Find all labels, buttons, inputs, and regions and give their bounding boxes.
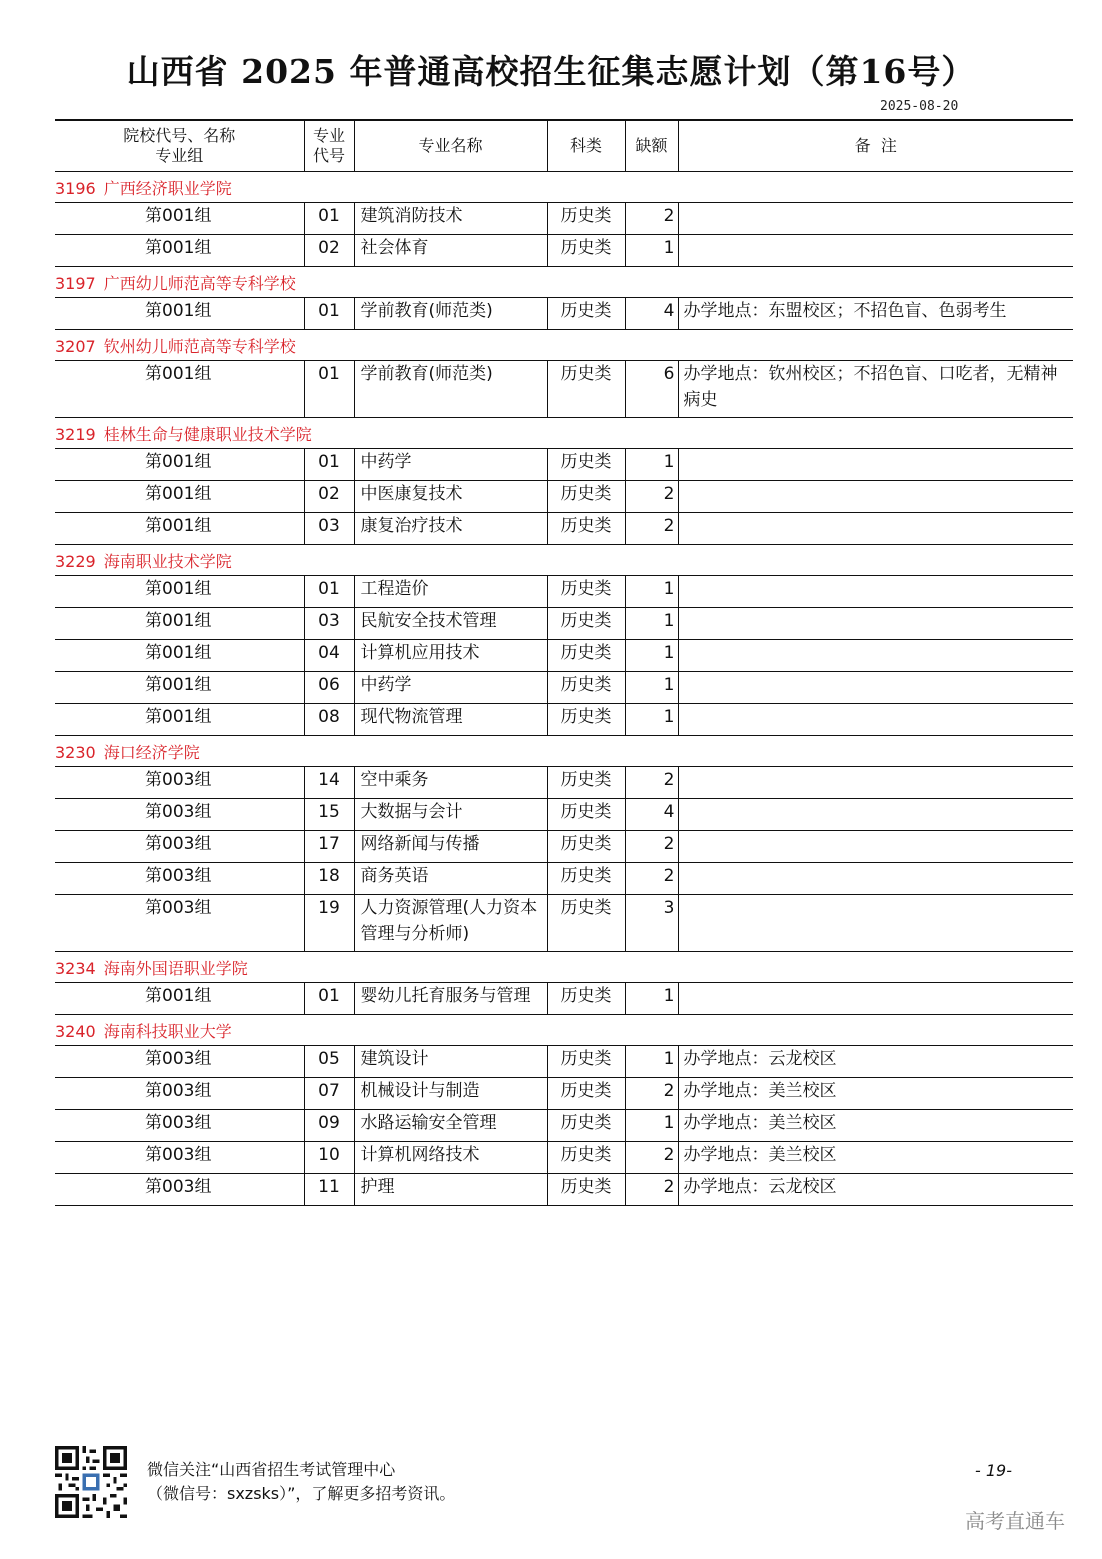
major-name-cell: 学前教育(师范类) bbox=[354, 298, 547, 330]
category-cell: 历史类 bbox=[547, 608, 625, 640]
category-cell: 历史类 bbox=[547, 203, 625, 235]
header-code-line1: 专业 bbox=[312, 126, 345, 145]
category-cell: 历史类 bbox=[547, 767, 625, 799]
watermark: 高考直通车 bbox=[965, 1509, 1065, 1533]
major-code-cell: 05 bbox=[304, 1046, 354, 1078]
major-code-cell: 09 bbox=[304, 1110, 354, 1142]
category-cell: 历史类 bbox=[547, 640, 625, 672]
header-code bbox=[304, 120, 354, 172]
major-name-cell: 中医康复技术 bbox=[354, 481, 547, 513]
school-row bbox=[55, 172, 1073, 203]
quota-cell: 2 bbox=[625, 831, 678, 863]
major-code-cell: 07 bbox=[304, 1078, 354, 1110]
table-row bbox=[55, 1046, 1073, 1078]
table-row bbox=[55, 481, 1073, 513]
note-cell bbox=[678, 895, 1073, 952]
group-cell: 第003组 bbox=[55, 863, 304, 895]
footer-line1: 微信关注“山西省招生考试管理中心 bbox=[147, 1460, 396, 1479]
header-school-line1: 院校代号、名称 bbox=[123, 126, 236, 145]
category-cell: 历史类 bbox=[547, 704, 625, 736]
quota-cell: 1 bbox=[625, 449, 678, 481]
major-name-cell: 计算机网络技术 bbox=[354, 1142, 547, 1174]
major-name-cell: 学前教育(师范类) bbox=[354, 361, 547, 418]
major-code-cell: 14 bbox=[304, 767, 354, 799]
footer-line2: （微信号：sxzsks）”，了解更多招考资讯。 bbox=[147, 1484, 456, 1503]
major-name-cell: 大数据与会计 bbox=[354, 799, 547, 831]
quota-cell: 1 bbox=[625, 1046, 678, 1078]
group-cell: 第001组 bbox=[55, 576, 304, 608]
group-cell: 第003组 bbox=[55, 895, 304, 952]
plan-body bbox=[55, 172, 1073, 1206]
table-row bbox=[55, 298, 1073, 330]
note-cell bbox=[678, 513, 1073, 545]
group-cell: 第003组 bbox=[55, 1046, 304, 1078]
major-name-cell: 中药学 bbox=[354, 672, 547, 704]
table-row bbox=[55, 672, 1073, 704]
plan-table bbox=[55, 119, 1073, 1206]
note-cell: 办学地点：美兰校区 bbox=[678, 1110, 1073, 1142]
quota-cell: 2 bbox=[625, 767, 678, 799]
major-code-cell: 01 bbox=[304, 449, 354, 481]
note-cell bbox=[678, 704, 1073, 736]
major-code-cell: 10 bbox=[304, 1142, 354, 1174]
major-name-cell: 工程造价 bbox=[354, 576, 547, 608]
major-code-cell: 02 bbox=[304, 235, 354, 267]
quota-cell: 4 bbox=[625, 298, 678, 330]
qr-code-icon bbox=[55, 1446, 127, 1518]
major-name-cell: 现代物流管理 bbox=[354, 704, 547, 736]
note-cell bbox=[678, 481, 1073, 513]
table-row bbox=[55, 895, 1073, 952]
category-cell: 历史类 bbox=[547, 1110, 625, 1142]
table-row bbox=[55, 576, 1073, 608]
major-name-cell: 建筑设计 bbox=[354, 1046, 547, 1078]
major-name-cell: 空中乘务 bbox=[354, 767, 547, 799]
group-cell: 第003组 bbox=[55, 1110, 304, 1142]
school-row bbox=[55, 545, 1073, 576]
major-code-cell: 08 bbox=[304, 704, 354, 736]
table-row bbox=[55, 513, 1073, 545]
school-code: 3207 bbox=[55, 336, 96, 356]
table-row bbox=[55, 449, 1073, 481]
quota-cell: 2 bbox=[625, 1142, 678, 1174]
table-row bbox=[55, 1110, 1073, 1142]
school-code: 3230 bbox=[55, 742, 96, 762]
table-row bbox=[55, 983, 1073, 1015]
note-cell bbox=[678, 799, 1073, 831]
category-cell: 历史类 bbox=[547, 983, 625, 1015]
group-cell: 第003组 bbox=[55, 1142, 304, 1174]
category-cell: 历史类 bbox=[547, 672, 625, 704]
header-school bbox=[55, 120, 304, 172]
group-cell: 第001组 bbox=[55, 235, 304, 267]
table-row bbox=[55, 704, 1073, 736]
major-code-cell: 19 bbox=[304, 895, 354, 952]
school-name: 广西经济职业学院 bbox=[103, 178, 232, 198]
header-quota: 缺额 bbox=[625, 120, 678, 172]
major-name-cell: 民航安全技术管理 bbox=[354, 608, 547, 640]
quota-cell: 1 bbox=[625, 235, 678, 267]
note-cell bbox=[678, 449, 1073, 481]
group-cell: 第001组 bbox=[55, 672, 304, 704]
quota-cell: 4 bbox=[625, 799, 678, 831]
table-row bbox=[55, 1142, 1073, 1174]
school-code: 3240 bbox=[55, 1021, 96, 1041]
major-code-cell: 01 bbox=[304, 576, 354, 608]
group-cell: 第001组 bbox=[55, 704, 304, 736]
table-row bbox=[55, 608, 1073, 640]
footer-note bbox=[147, 1458, 455, 1506]
note-cell bbox=[678, 672, 1073, 704]
school-header-cell bbox=[55, 330, 1073, 361]
school-row bbox=[55, 1015, 1073, 1046]
quota-cell: 3 bbox=[625, 895, 678, 952]
group-cell: 第001组 bbox=[55, 640, 304, 672]
major-name-cell: 网络新闻与传播 bbox=[354, 831, 547, 863]
school-header-cell bbox=[55, 172, 1073, 203]
major-code-cell: 06 bbox=[304, 672, 354, 704]
category-cell: 历史类 bbox=[547, 895, 625, 952]
table-row bbox=[55, 767, 1073, 799]
note-cell: 办学地点：云龙校区 bbox=[678, 1174, 1073, 1206]
school-row bbox=[55, 267, 1073, 298]
quota-cell: 2 bbox=[625, 481, 678, 513]
note-cell bbox=[678, 767, 1073, 799]
quota-cell: 2 bbox=[625, 1174, 678, 1206]
quota-cell: 1 bbox=[625, 608, 678, 640]
school-row bbox=[55, 330, 1073, 361]
group-cell: 第001组 bbox=[55, 608, 304, 640]
header-category: 科类 bbox=[547, 120, 625, 172]
note-cell bbox=[678, 983, 1073, 1015]
major-name-cell: 人力资源管理(人力资本管理与分析师) bbox=[354, 895, 547, 952]
category-cell: 历史类 bbox=[547, 449, 625, 481]
quota-cell: 1 bbox=[625, 983, 678, 1015]
school-name: 广西幼儿师范高等专科学校 bbox=[103, 273, 296, 293]
quota-cell: 6 bbox=[625, 361, 678, 418]
major-code-cell: 01 bbox=[304, 298, 354, 330]
group-cell: 第001组 bbox=[55, 449, 304, 481]
group-cell: 第001组 bbox=[55, 513, 304, 545]
school-code: 3229 bbox=[55, 551, 96, 571]
major-name-cell: 康复治疗技术 bbox=[354, 513, 547, 545]
school-header-cell bbox=[55, 952, 1073, 983]
school-name: 海口经济学院 bbox=[103, 742, 200, 762]
school-row bbox=[55, 952, 1073, 983]
table-row bbox=[55, 640, 1073, 672]
major-code-cell: 04 bbox=[304, 640, 354, 672]
note-cell bbox=[678, 203, 1073, 235]
quota-cell: 2 bbox=[625, 1078, 678, 1110]
note-cell: 办学地点：钦州校区；不招色盲、口吃者，无精神病史 bbox=[678, 361, 1073, 418]
note-cell: 办学地点：美兰校区 bbox=[678, 1078, 1073, 1110]
category-cell: 历史类 bbox=[547, 235, 625, 267]
note-cell: 办学地点：美兰校区 bbox=[678, 1142, 1073, 1174]
school-row bbox=[55, 736, 1073, 767]
school-name: 钦州幼儿师范高等专科学校 bbox=[103, 336, 296, 356]
school-code: 3219 bbox=[55, 424, 96, 444]
group-cell: 第001组 bbox=[55, 983, 304, 1015]
major-name-cell: 婴幼儿托育服务与管理 bbox=[354, 983, 547, 1015]
school-header-cell bbox=[55, 418, 1073, 449]
quota-cell: 1 bbox=[625, 704, 678, 736]
quota-cell: 1 bbox=[625, 640, 678, 672]
table-row bbox=[55, 203, 1073, 235]
school-header-cell bbox=[55, 267, 1073, 298]
major-code-cell: 03 bbox=[304, 608, 354, 640]
publish-date: 2025-08-20 bbox=[880, 99, 959, 114]
group-cell: 第001组 bbox=[55, 298, 304, 330]
category-cell: 历史类 bbox=[547, 831, 625, 863]
major-code-cell: 17 bbox=[304, 831, 354, 863]
table-row bbox=[55, 361, 1073, 418]
quota-cell: 2 bbox=[625, 863, 678, 895]
header-major: 专业名称 bbox=[354, 120, 547, 172]
category-cell: 历史类 bbox=[547, 799, 625, 831]
school-row bbox=[55, 418, 1073, 449]
major-code-cell: 01 bbox=[304, 203, 354, 235]
major-name-cell: 商务英语 bbox=[354, 863, 547, 895]
table-row bbox=[55, 1078, 1073, 1110]
school-name: 桂林生命与健康职业技术学院 bbox=[103, 424, 312, 444]
table-row bbox=[55, 799, 1073, 831]
school-code: 3196 bbox=[55, 178, 96, 198]
table-row bbox=[55, 235, 1073, 267]
major-name-cell: 建筑消防技术 bbox=[354, 203, 547, 235]
major-name-cell: 中药学 bbox=[354, 449, 547, 481]
major-name-cell: 计算机应用技术 bbox=[354, 640, 547, 672]
note-cell bbox=[678, 235, 1073, 267]
category-cell: 历史类 bbox=[547, 298, 625, 330]
group-cell: 第003组 bbox=[55, 831, 304, 863]
category-cell: 历史类 bbox=[547, 863, 625, 895]
category-cell: 历史类 bbox=[547, 1078, 625, 1110]
category-cell: 历史类 bbox=[547, 513, 625, 545]
page-title: 山西省 2025 年普通高校招生征集志愿计划（第16号） bbox=[126, 52, 976, 91]
major-name-cell: 水路运输安全管理 bbox=[354, 1110, 547, 1142]
major-code-cell: 15 bbox=[304, 799, 354, 831]
group-cell: 第001组 bbox=[55, 481, 304, 513]
quota-cell: 1 bbox=[625, 1110, 678, 1142]
major-code-cell: 02 bbox=[304, 481, 354, 513]
category-cell: 历史类 bbox=[547, 481, 625, 513]
school-code: 3234 bbox=[55, 958, 96, 978]
major-code-cell: 03 bbox=[304, 513, 354, 545]
header-note: 备 注 bbox=[678, 120, 1073, 172]
header-school-line2: 专业组 bbox=[155, 146, 204, 165]
category-cell: 历史类 bbox=[547, 576, 625, 608]
major-name-cell: 社会体育 bbox=[354, 235, 547, 267]
school-name: 海南外国语职业学院 bbox=[103, 958, 248, 978]
note-cell bbox=[678, 831, 1073, 863]
category-cell: 历史类 bbox=[547, 1046, 625, 1078]
category-cell: 历史类 bbox=[547, 1142, 625, 1174]
quota-cell: 2 bbox=[625, 203, 678, 235]
group-cell: 第003组 bbox=[55, 799, 304, 831]
group-cell: 第001组 bbox=[55, 203, 304, 235]
school-header-cell bbox=[55, 736, 1073, 767]
school-code: 3197 bbox=[55, 273, 96, 293]
major-code-cell: 01 bbox=[304, 361, 354, 418]
group-cell: 第003组 bbox=[55, 1078, 304, 1110]
group-cell: 第003组 bbox=[55, 1174, 304, 1206]
quota-cell: 2 bbox=[625, 513, 678, 545]
quota-cell: 1 bbox=[625, 672, 678, 704]
note-cell bbox=[678, 576, 1073, 608]
page-number: - 19- bbox=[975, 1461, 1012, 1480]
category-cell: 历史类 bbox=[547, 1174, 625, 1206]
school-name: 海南职业技术学院 bbox=[103, 551, 232, 571]
note-cell bbox=[678, 863, 1073, 895]
major-name-cell: 护理 bbox=[354, 1174, 547, 1206]
table-row bbox=[55, 863, 1073, 895]
note-cell: 办学地点：云龙校区 bbox=[678, 1046, 1073, 1078]
table-header bbox=[55, 120, 1073, 172]
quota-cell: 1 bbox=[625, 576, 678, 608]
note-cell bbox=[678, 640, 1073, 672]
note-cell: 办学地点：东盟校区；不招色盲、色弱考生 bbox=[678, 298, 1073, 330]
group-cell: 第003组 bbox=[55, 767, 304, 799]
table-row bbox=[55, 831, 1073, 863]
school-name: 海南科技职业大学 bbox=[103, 1021, 232, 1041]
major-code-cell: 01 bbox=[304, 983, 354, 1015]
group-cell: 第001组 bbox=[55, 361, 304, 418]
header-code-line2: 代号 bbox=[312, 146, 345, 165]
note-cell bbox=[678, 608, 1073, 640]
major-name-cell: 机械设计与制造 bbox=[354, 1078, 547, 1110]
major-code-cell: 18 bbox=[304, 863, 354, 895]
table-row bbox=[55, 1174, 1073, 1206]
category-cell: 历史类 bbox=[547, 361, 625, 418]
school-header-cell bbox=[55, 1015, 1073, 1046]
school-header-cell bbox=[55, 545, 1073, 576]
major-code-cell: 11 bbox=[304, 1174, 354, 1206]
